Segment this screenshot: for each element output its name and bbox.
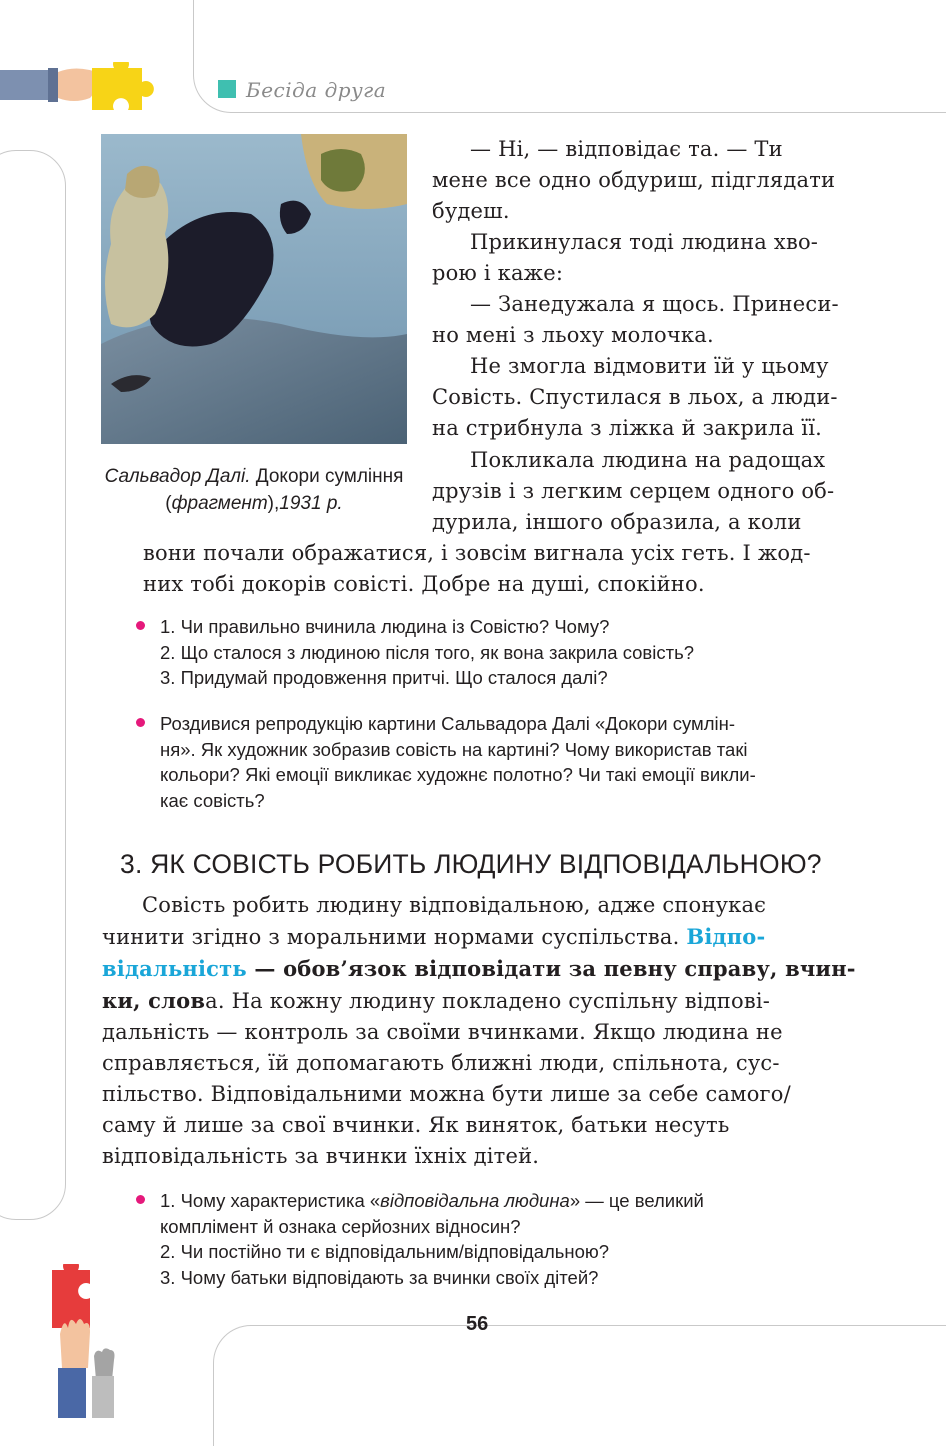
- bullet-icon: [136, 718, 145, 727]
- header-accent-square: [218, 80, 236, 98]
- story-line: вони почали ображатися, і зовсім вигнала усіх геть. І жод-: [143, 541, 811, 565]
- page-number: 56: [466, 1313, 489, 1335]
- question-item: 1. Чи правильно вчинила людина із Совістю? Чому?: [160, 616, 610, 637]
- task-line: ня». Як художник зобразив совість на картині? Чому використав такі: [160, 738, 748, 760]
- header-title: Бесіда друга: [246, 78, 387, 102]
- question-text: » — це великий: [569, 1190, 704, 1211]
- dali-painting-image: [101, 134, 407, 444]
- question-item: 2. Що сталося з людиною після того, як вона закрила совість?: [160, 641, 695, 663]
- caption-fragment: фрагмент: [171, 493, 268, 514]
- story-line: Покликала людина на радощах: [470, 448, 826, 472]
- question-item: комплімент й ознака серйозних відносин?: [160, 1215, 521, 1237]
- section-line: справляється, їй допомагають ближні люди, спільнота, сус-: [102, 1051, 780, 1075]
- story-line: Прикинулася тоді людина хво-: [470, 230, 819, 254]
- task-line: Роздивися репродукцію картини Сальвадора Далі «Докори сумлін-: [160, 713, 735, 734]
- story-line: Не змогла відмовити їй у цьому: [470, 354, 829, 378]
- page-number-rule-right: [508, 1325, 946, 1326]
- section-line: [102, 953, 868, 985]
- caption-title: Докори сумління (: [165, 466, 404, 514]
- hands-puzzle-icon: [44, 1264, 124, 1418]
- question-item: 2. Чи постійно ти є відповідальним/відповідальною?: [160, 1241, 610, 1262]
- story-line: рою і каже:: [432, 261, 564, 285]
- caption-author: Сальвадор Далі.: [104, 466, 251, 487]
- section-paragraph: [102, 890, 868, 1172]
- bullet-icon: [136, 621, 145, 630]
- section-line: саму й лише за свої вчинки. Як виняток, батьки несуть: [102, 1113, 730, 1137]
- section-line: [102, 985, 868, 1017]
- definition-bold: — обов’язок відповідати за певну справу, вчин-: [246, 956, 856, 981]
- story-line: мене все одно обдуриш, підглядати: [432, 168, 836, 192]
- story-paragraph-3: [432, 289, 868, 351]
- section-line-text: чинити згідно з моральними нормами суспільства.: [102, 925, 687, 949]
- story-line: дурила, іншого образила, а коли: [432, 510, 802, 534]
- question-item: 3. Придумай продовження притчі. Що сталося далі?: [160, 667, 608, 688]
- page-number-rule-left: [250, 1325, 456, 1326]
- caption-after-fragment: ),: [267, 493, 280, 514]
- section-line: відповідальність за вчинки їхніх дітей.: [102, 1144, 540, 1168]
- story-line: — Занедужала я щось. Принеси-: [470, 292, 839, 316]
- section-line: пільство. Відповідальними можна бути лише за себе самого/: [102, 1082, 791, 1106]
- left-frame-line: [0, 150, 66, 1220]
- story-line: них тобі докорів совісті. Добре на душі, спокійно.: [143, 572, 705, 596]
- painting-caption: [100, 463, 408, 517]
- section-line-text: а. На кожну людину покладено суспільну відпові-: [205, 989, 771, 1013]
- section-title: 3. ЯК СОВІСТЬ РОБИТЬ ЛЮДИНУ ВІДПОВІДАЛЬНОЮ?: [120, 849, 822, 879]
- story-line: друзів і з легким серцем одного об-: [432, 479, 835, 503]
- story-line: — Ні, — відповідає та. — Ти: [470, 137, 783, 161]
- story-paragraph-4: [432, 351, 868, 444]
- question-text: 1. Чому характеристика «: [160, 1190, 381, 1211]
- question-item: [160, 1188, 868, 1214]
- story-paragraph-1: [432, 134, 868, 227]
- hand-puzzle-icon: [0, 62, 160, 118]
- story-line: но мені з льоху молочка.: [432, 323, 714, 347]
- question-item: 3. Чому батьки відповідають за вчинки своїх дітей?: [160, 1266, 599, 1288]
- bottom-frame-line: [213, 1325, 946, 1446]
- story-paragraph-5: [432, 445, 868, 538]
- story-line: на стрибнула з ліжка й закрила її.: [432, 416, 823, 440]
- question-italic: відповідальна людина: [380, 1190, 570, 1211]
- story-line: Совість. Спустилася в льох, а люди-: [432, 385, 838, 409]
- task-line: кольори? Які емоції викликає художнє полотно? Чи такі емоції викли-: [160, 764, 756, 785]
- section-line: [102, 921, 868, 953]
- definition-bold: ки, слов: [102, 988, 206, 1013]
- caption-year: 1931 р.: [279, 493, 343, 514]
- term-highlight: Відпо-: [686, 924, 766, 949]
- bullet-icon: [136, 1195, 145, 1204]
- questions-responsibility: [160, 1188, 868, 1290]
- task-line: кає совість?: [160, 789, 265, 811]
- section-line: дальність — контроль за своїми вчинками. Якщо людина не: [102, 1020, 783, 1044]
- story-line: будеш.: [432, 199, 510, 223]
- story-paragraph-2: [432, 227, 868, 289]
- story-paragraph-5-continued: [143, 538, 868, 600]
- section-line: Совість робить людину відповідальною, адже спонукає: [142, 893, 767, 917]
- task-painting: [160, 711, 868, 813]
- term-highlight: відальність: [102, 956, 247, 981]
- questions-story: [160, 614, 870, 691]
